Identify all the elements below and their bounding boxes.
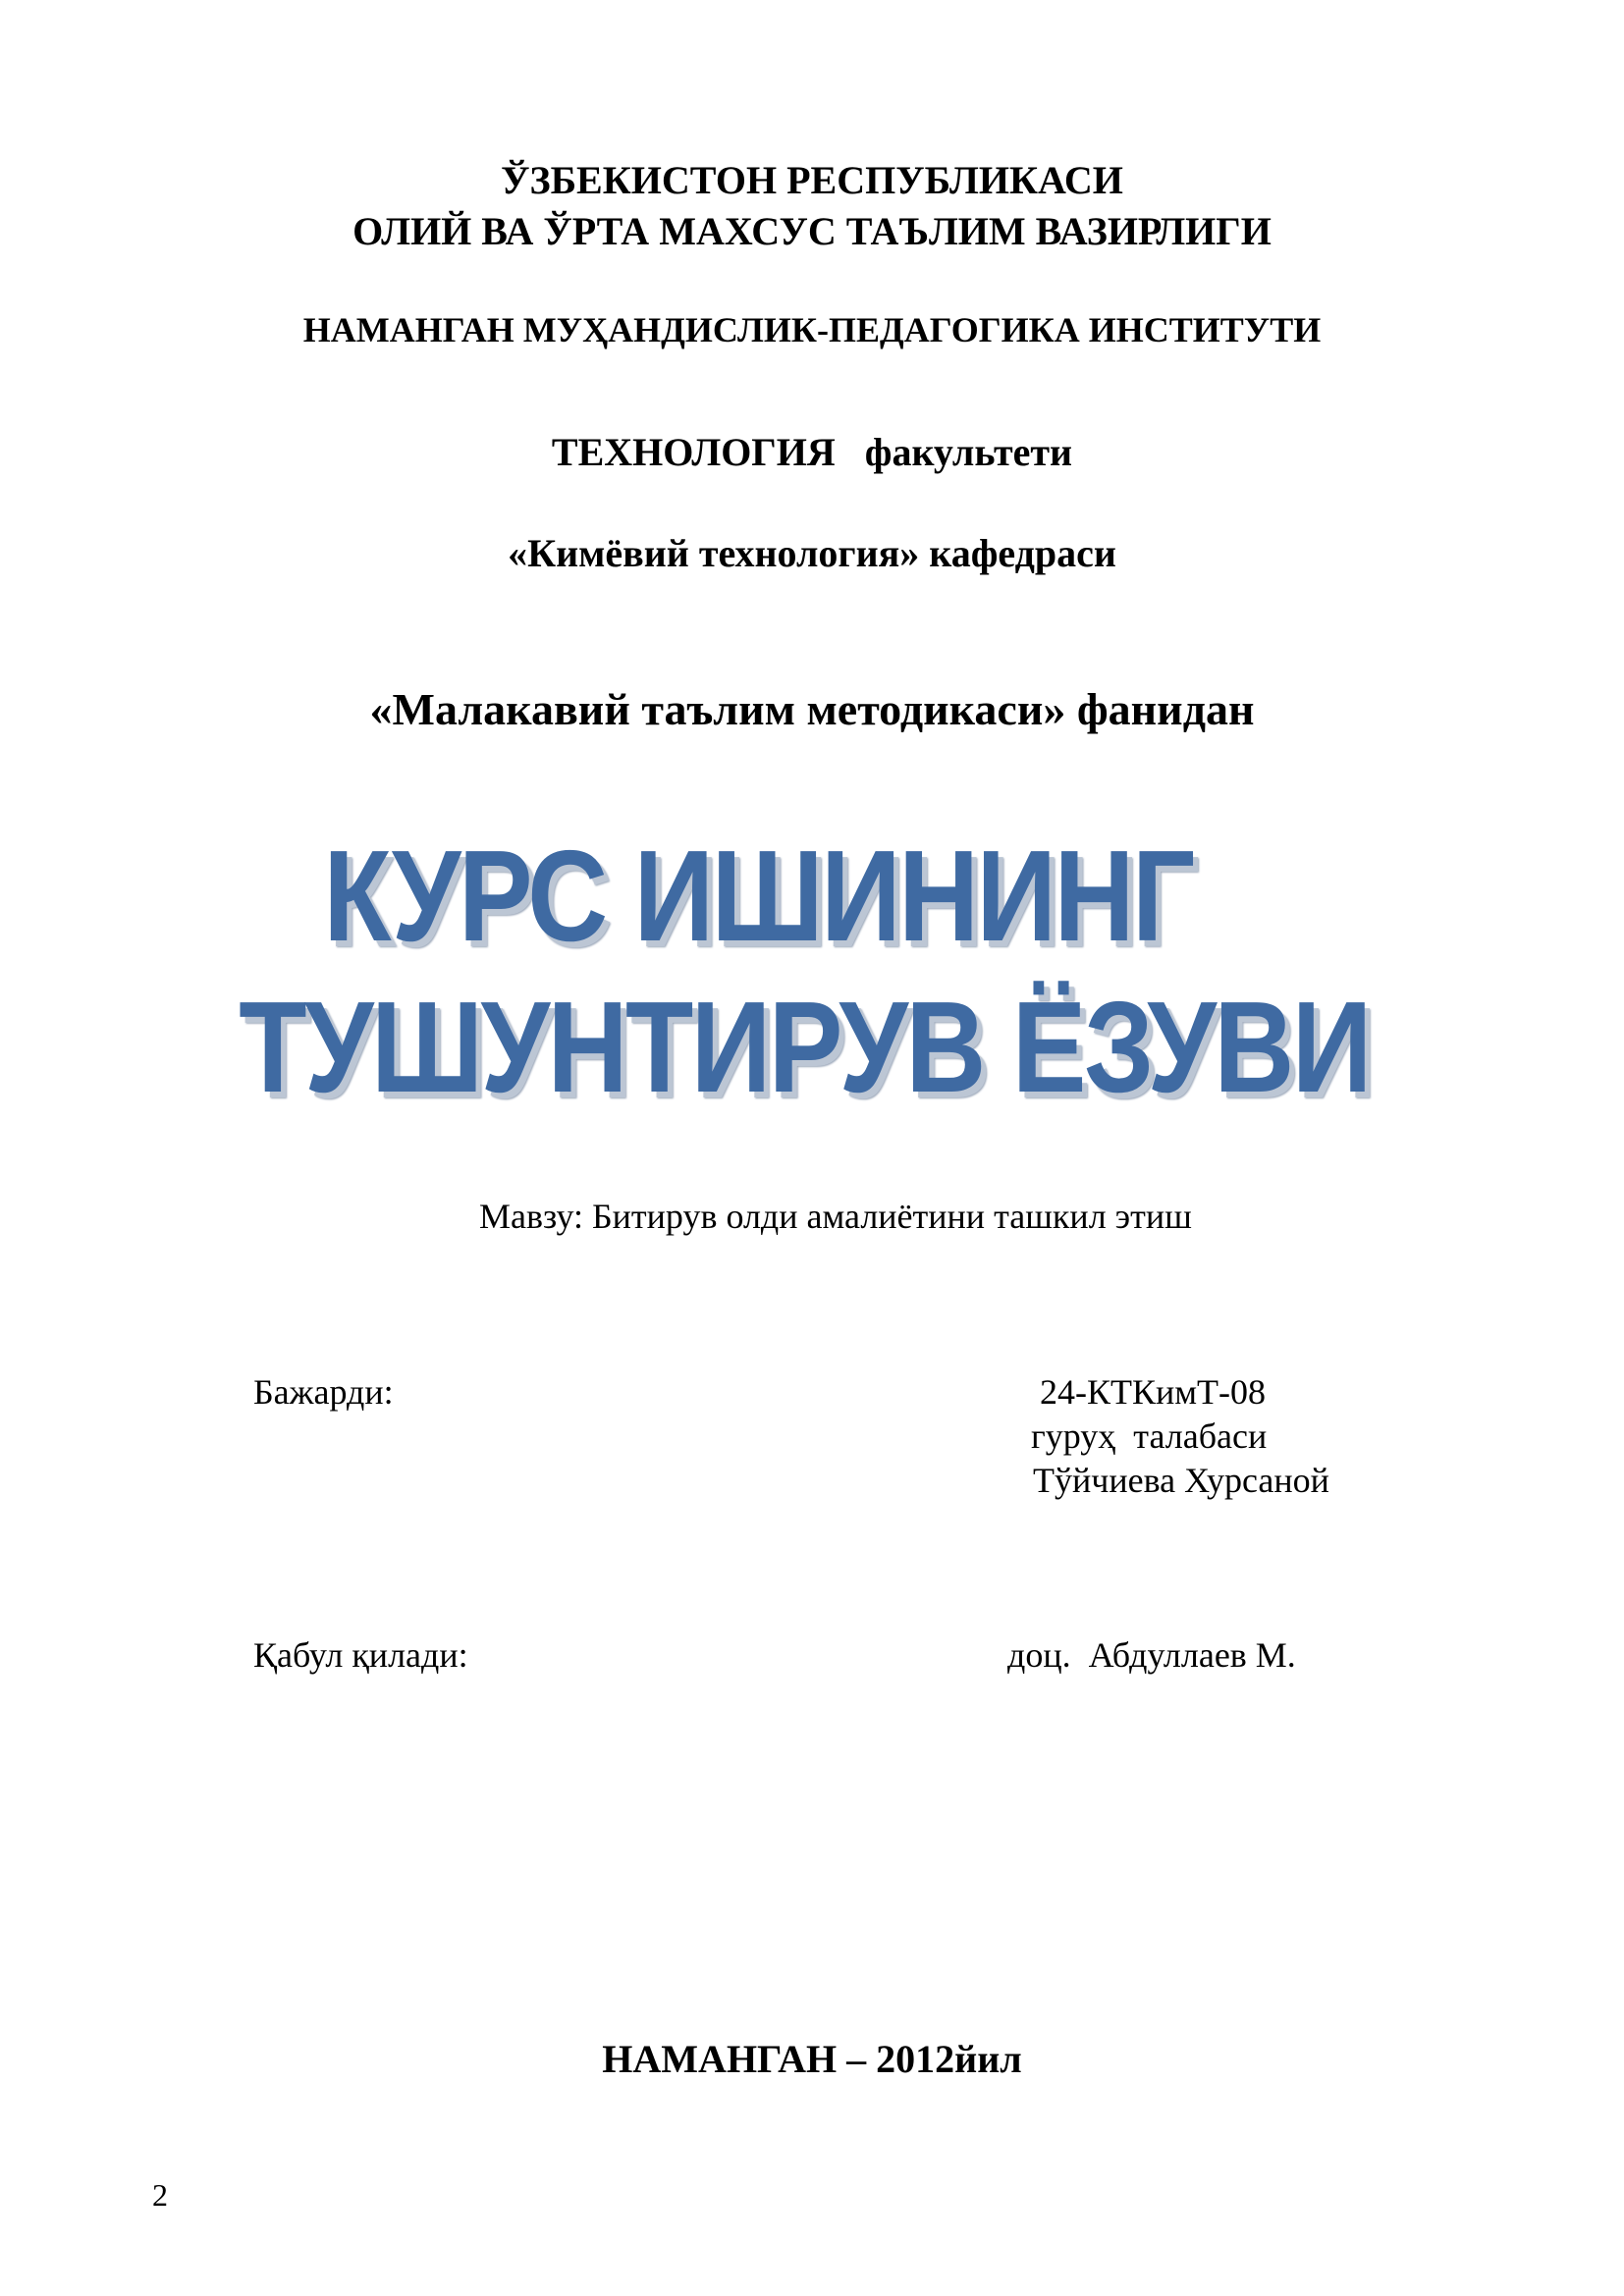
title-line-1: КУРС ИШИНИНГ xyxy=(323,824,1193,968)
department-name: «Кимёвий технология» кафедраси xyxy=(508,531,1116,575)
performed-group: 24-КТКимТ-08 xyxy=(1040,1372,1267,1412)
topic-value: Битирув олди амалиётини ташкил этиш xyxy=(591,1197,1192,1236)
city-year: НАМАНГАН – 2012йил xyxy=(602,2037,1022,2081)
ministry-line-2: ОЛИЙ ВА ЎРТА МАХСУС ТАЪЛИМ ВАЗИРЛИГИ xyxy=(352,209,1272,253)
performed-name: Тўйчиева Хурсаной xyxy=(1033,1461,1329,1500)
performed-label: Бажарди: xyxy=(253,1372,394,1412)
ministry-line-1: ЎЗБЕКИСТОН РЕСПУБЛИКАСИ xyxy=(501,158,1123,202)
faculty-name: ТЕХНОЛОГИЯ xyxy=(551,430,836,474)
faculty-word: факультети xyxy=(864,430,1073,474)
accepted-name: доц. Абдуллаев М. xyxy=(1007,1635,1296,1675)
institute-name: НАМАНГАН МУҲАНДИСЛИК-ПЕДАГОГИКА ИНСТИТУТИ xyxy=(302,310,1322,349)
faculty-line xyxy=(0,427,1624,478)
performed-role: гуруҳ талабаси xyxy=(1031,1416,1268,1456)
accepted-label: Қабул қилади: xyxy=(253,1635,468,1675)
topic-line xyxy=(479,1194,1192,1239)
topic-label: Мавзу: xyxy=(479,1197,583,1236)
title-line-2: ТУШУНТИРУВ ЁЗУВИ xyxy=(239,975,1370,1119)
subject-line: «Малакавий таълим методикаси» фанидан xyxy=(369,684,1255,734)
page-number: 2 xyxy=(152,2177,168,2213)
